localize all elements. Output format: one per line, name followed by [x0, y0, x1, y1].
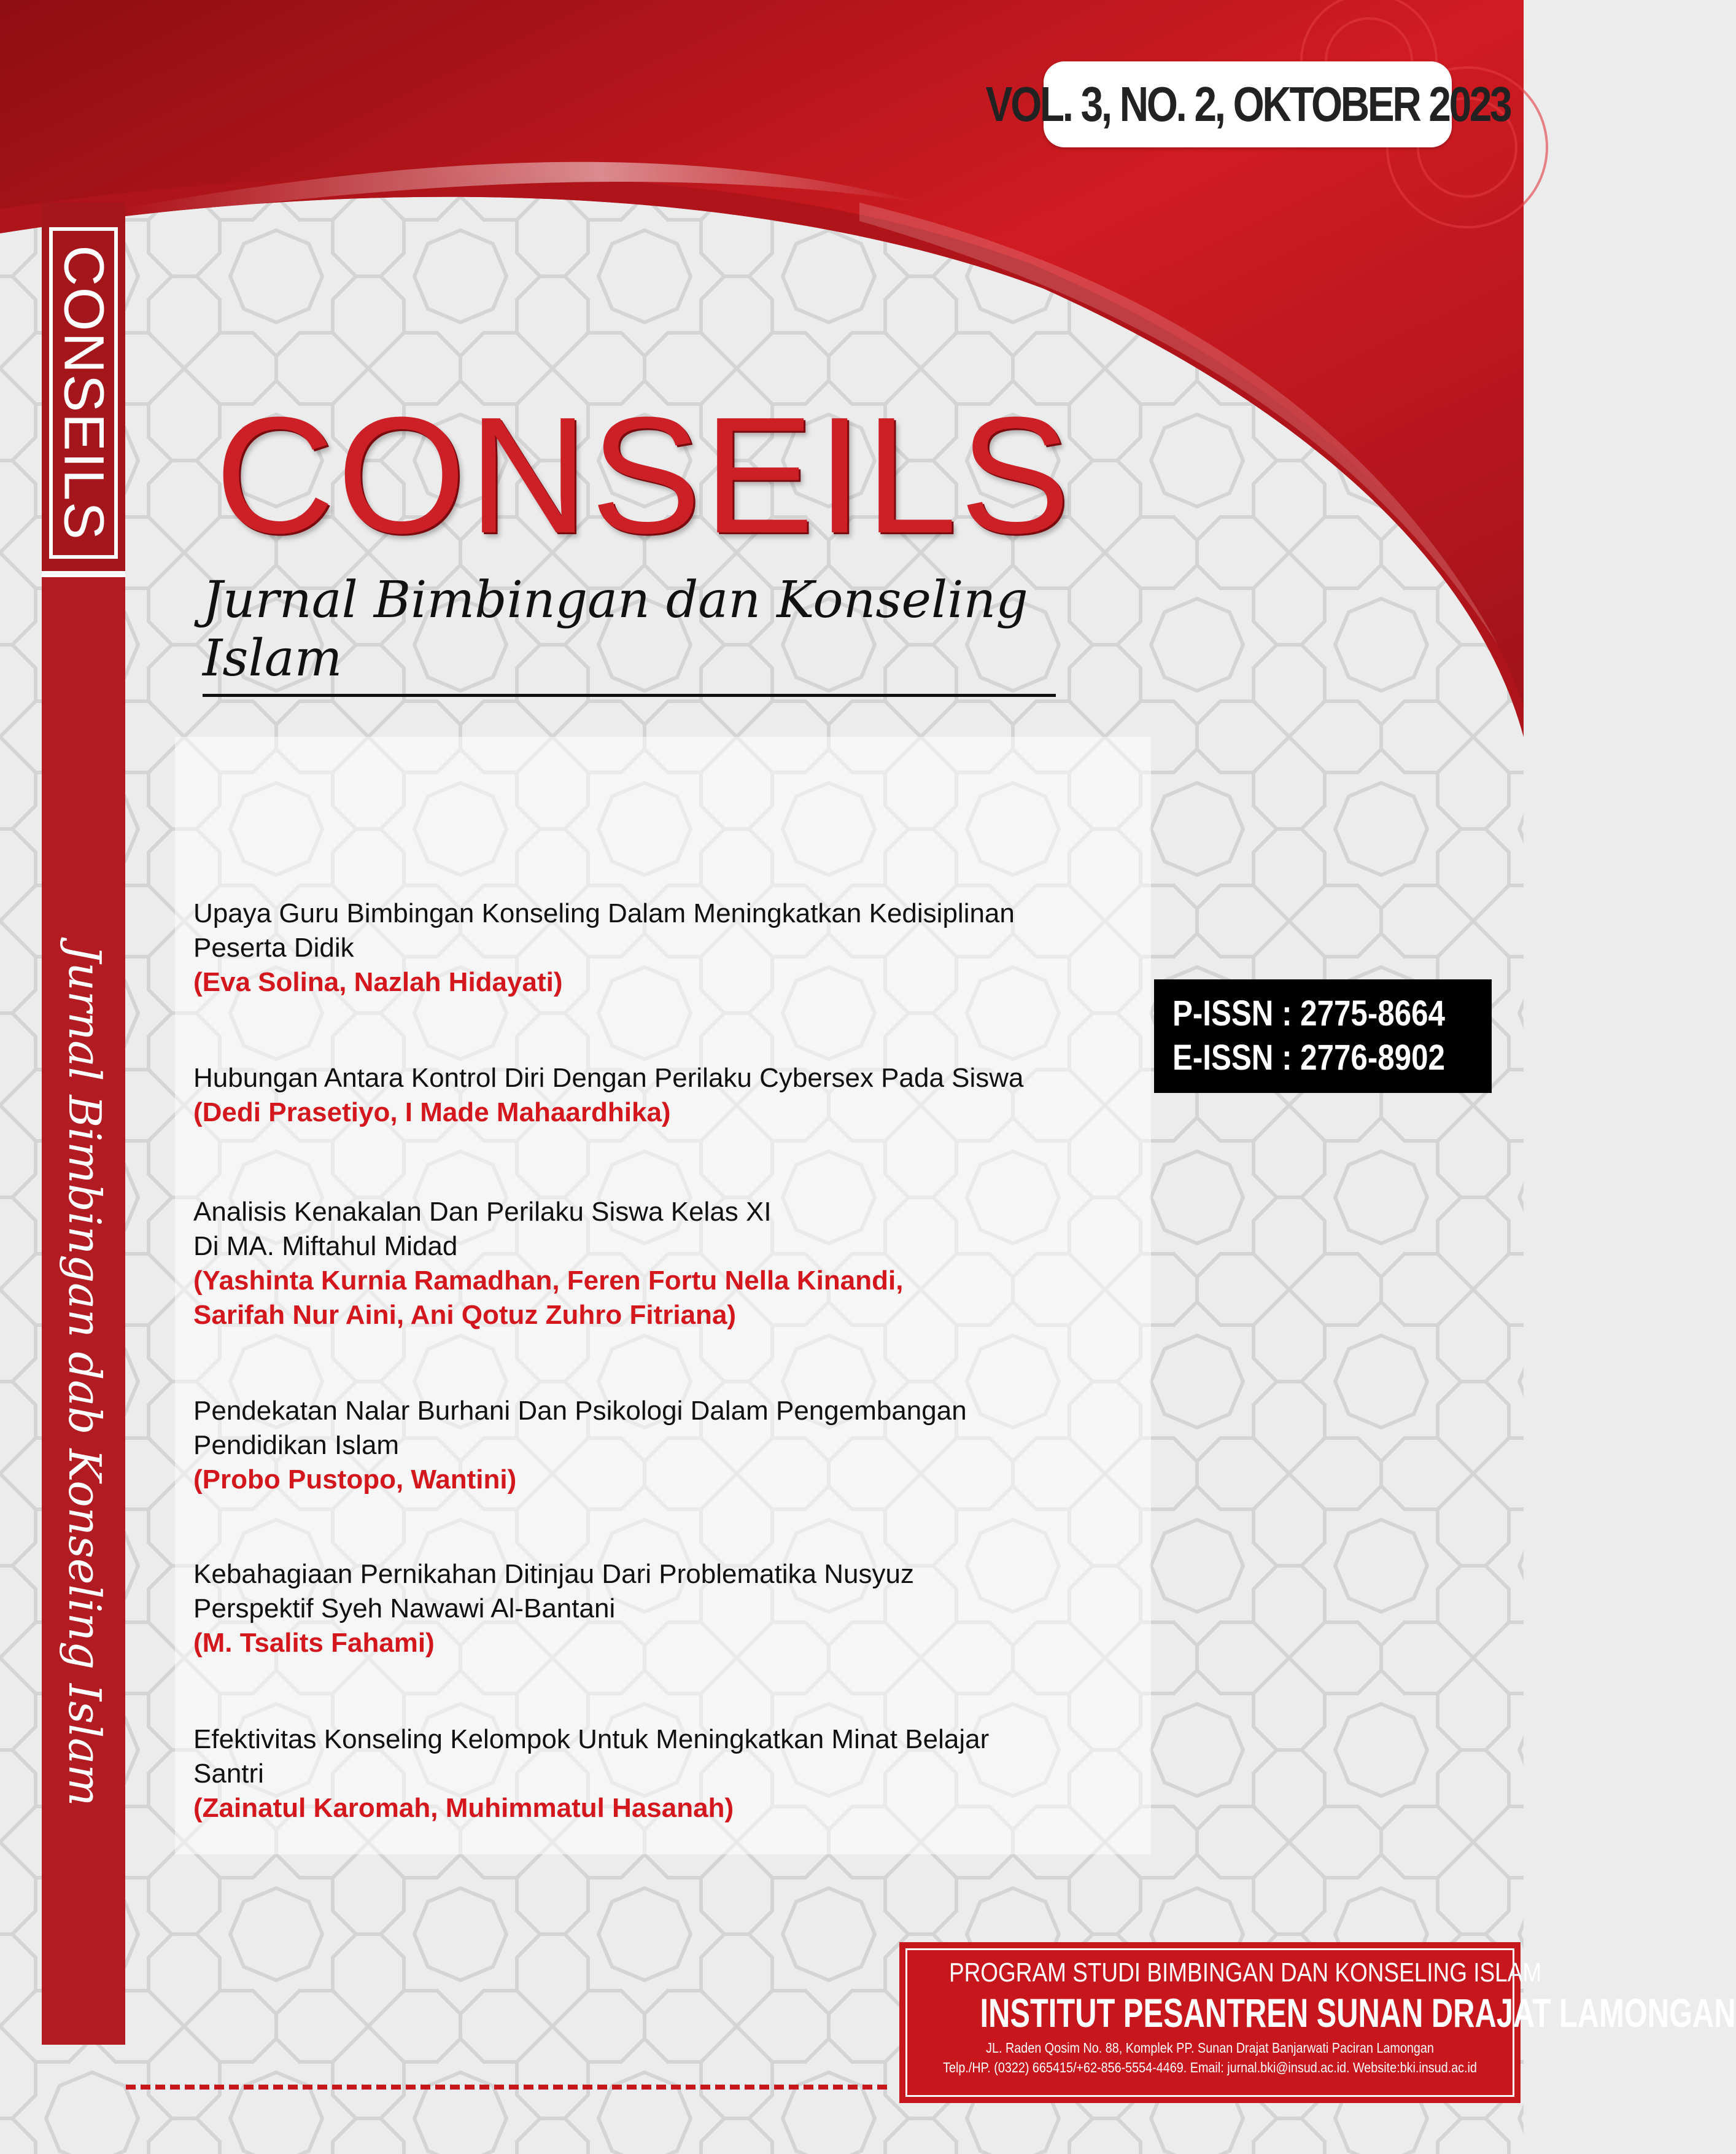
issn-box [1154, 979, 1492, 1093]
article-2 [193, 1061, 1206, 1130]
article-authors: (M. Tsalits Fahami) [193, 1628, 435, 1658]
electronic-issn: E-ISSN : 2776-8902 [1172, 1038, 1445, 1078]
article-title-line: Santri [193, 1759, 264, 1789]
spine-subtitle: Jurnal Bimbingan dab Konseling Islam [59, 944, 110, 1806]
journal-subtitle: Jurnal Bimbingan dan Konseling Islam [203, 571, 1056, 697]
article-authors: Sarifah Nur Aini, Ani Qotuz Zuhro Fitriana) [193, 1300, 737, 1330]
article-title-line: Pendidikan Islam [193, 1430, 400, 1460]
volume-label: VOL. 3, NO. 2, OKTOBER 2023 [985, 77, 1510, 131]
bottom-dashed-line [126, 2085, 887, 2090]
volume-badge [985, 61, 1510, 147]
article-4 [193, 1394, 1206, 1497]
article-1 [193, 896, 1206, 1000]
article-title-line: Analisis Kenakalan Dan Perilaku Siswa Kelas XI [193, 1197, 772, 1227]
article-authors: (Yashinta Kurnia Ramadhan, Feren Fortu Nella Kinandi, [193, 1266, 904, 1296]
program-name: PROGRAM STUDI BIMBINGAN DAN KONSELING ISLAM [948, 1958, 1542, 1988]
institute-name: INSTITUT PESANTREN SUNAN DRAJAT LAMONGAN [980, 1990, 1736, 2035]
article-authors: (Probo Pustopo, Wantini) [193, 1464, 517, 1495]
publisher-address: JL. Raden Qosim No. 88, Komplek PP. Sunan Drajat Banjarwati Paciran Lamongan [986, 2040, 1434, 2056]
print-issn: P-ISSN : 2775-8664 [1172, 993, 1445, 1033]
article-title-line: Upaya Guru Bimbingan Konseling Dalam Meningkatkan Kedisiplinan [193, 898, 1015, 928]
article-title-line: Di MA. Miftahul Midad [193, 1231, 458, 1261]
article-5 [193, 1557, 1206, 1660]
article-title-line: Kebahagiaan Pernikahan Ditinjau Dari Problematika Nusyuz [193, 1559, 914, 1589]
article-title-line: Peserta Didik [193, 933, 354, 963]
article-title-line: Hubungan Antara Kontrol Diri Dengan Perilaku Cybersex Pada Siswa [193, 1063, 1024, 1093]
article-6 [193, 1722, 1206, 1825]
article-title-line: Perspektif Syeh Nawawi Al-Bantani [193, 1593, 616, 1623]
publisher-contact: Telp./HP. (0322) 665415/+62-856-5554-4469. Email: jurnal.bki@insud.ac.id. Website:bki.insud.ac.id [943, 2059, 1477, 2075]
spine-divider [42, 571, 125, 577]
article-authors: (Zainatul Karomah, Muhimmatul Hasanah) [193, 1793, 734, 1823]
spine-title: CONSEILS [52, 245, 115, 541]
publisher-box [899, 1942, 1736, 2103]
article-authors: (Eva Solina, Nazlah Hidayati) [193, 967, 563, 997]
article-authors: (Dedi Prasetiyo, I Made Mahaardhika) [193, 1097, 671, 1127]
journal-title: CONSEILS [215, 383, 1073, 568]
article-title-line: Pendekatan Nalar Burhani Dan Psikologi Dalam Pengembangan [193, 1396, 967, 1426]
article-3 [193, 1195, 1206, 1332]
article-title-line: Efektivitas Konseling Kelompok Untuk Meningkatkan Minat Belajar [193, 1724, 990, 1754]
